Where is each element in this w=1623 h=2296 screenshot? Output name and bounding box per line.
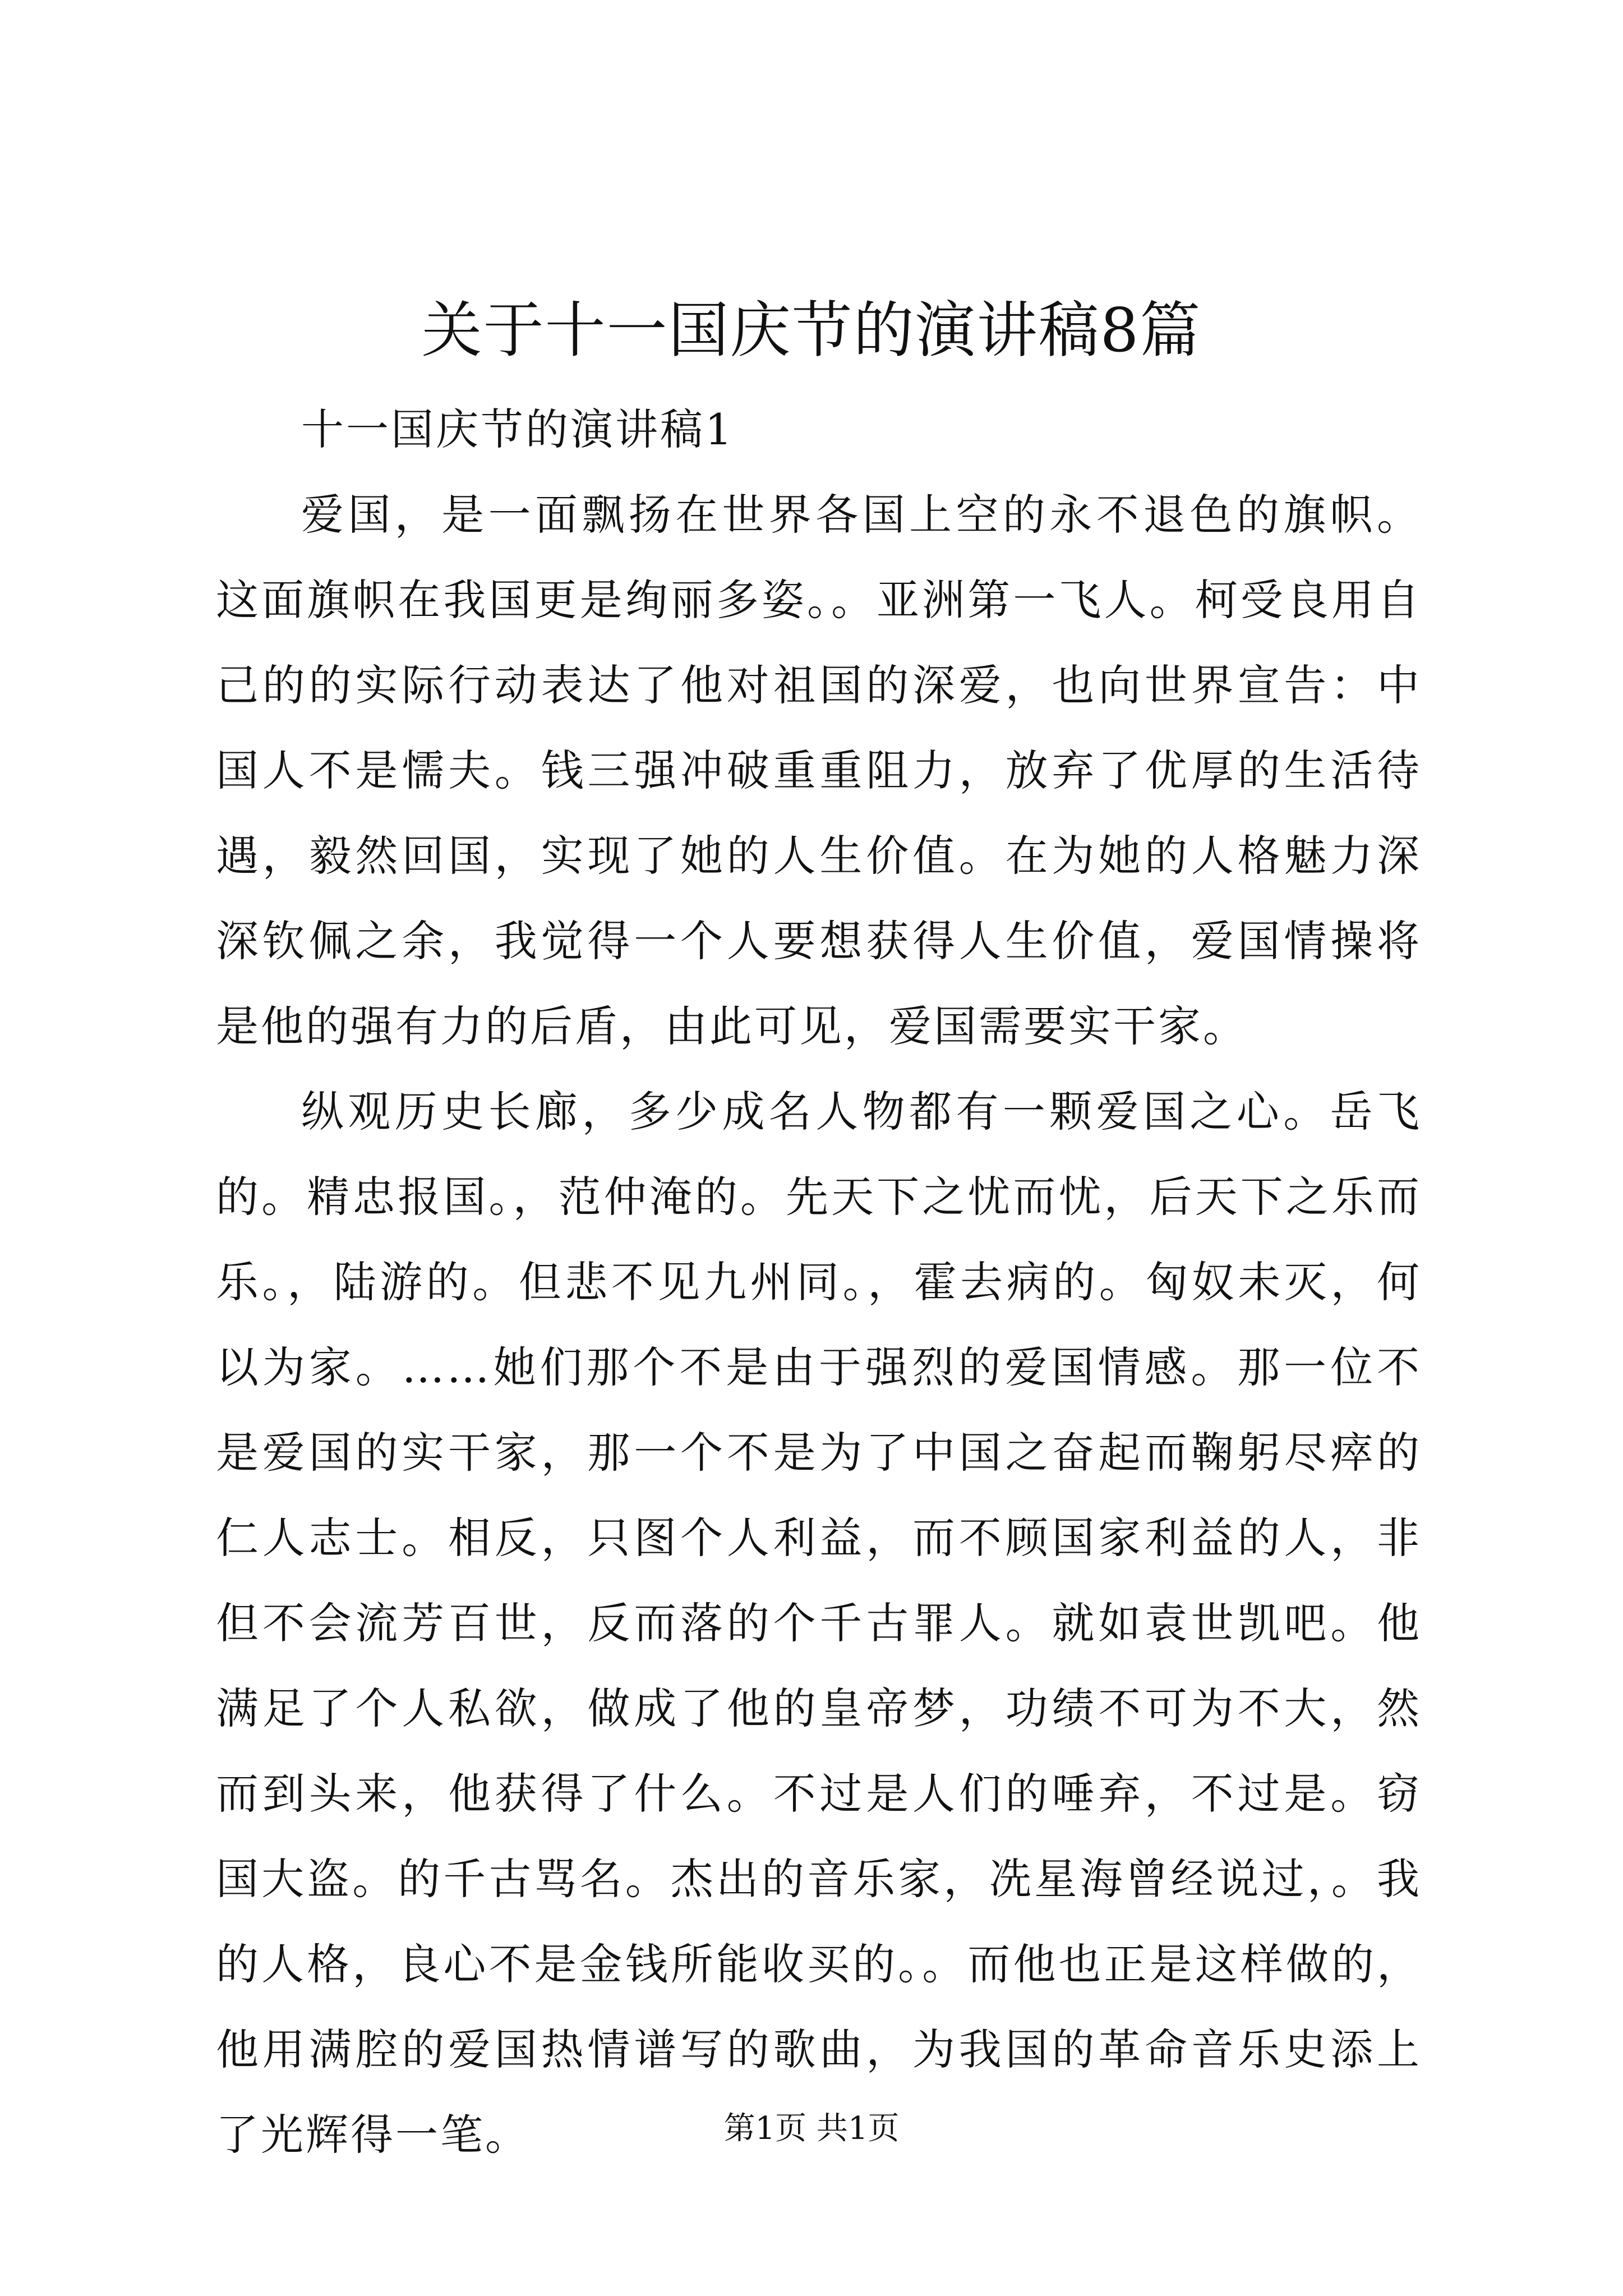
page-footer: 第1页 共1页 — [723, 2110, 900, 2147]
paragraph-1: 爱国，是一面飘扬在世界各国上空的永不退色的旗帜。这面旗帜在我国更是绚丽多姿。。亚洲第一飞人。柯受良用自己的的实际行动表达了他对祖国的深爱，也向世界宣告：中国人不是懦夫。钱三强冲破重重阻力，放弃了优厚的生活待遇，毅然回国，实现了她的人生价值。在为她的人格魅力深深钦佩之余，我觉得一个人要想获得人生价值，爱国情操将是他的强有力的后盾，由此可见，爱国需要实干家。 — [216, 490, 1422, 1051]
paragraph-2: 纵观历史长廊，多少成名人物都有一颗爱国之心。岳飞的。精忠报国。，范仲淹的。先天下之忧而忧，后天下之乐而乐。，陆游的。但悲不见九州同。，霍去病的。匈奴未灭，何以为家。……她们那个不是由于强烈的爱国情感。那一位不是爱国的实干家，那一个不是为了中国之奋起而鞠躬尽瘁的仁人志士。相反，只图个人利益，而不顾国家利益的人，非但不会流芳百世，反而落的个千古罪人。就如袁世凯吧。他满足了个人私欲，做成了他的皇帝梦，功绩不可为不大，然而到头来，他获得了什么。不过是人们的唾弃，不过是。窃国大盗。的千古骂名。杰出的音乐家，冼星海曾经说过，。我的人格，良心不是金钱所能收买的。。而他也正是这样做的，他用满腔的爱国热情谱写的歌曲，为我国的革命音乐史添上了光辉得一笔。 — [216, 1087, 1422, 2160]
document-body — [216, 387, 1422, 2178]
document-title: 关于十一国庆节的演讲稿8篇 — [421, 296, 1202, 366]
section-heading: 十一国庆节的演讲稿1 — [301, 404, 735, 454]
